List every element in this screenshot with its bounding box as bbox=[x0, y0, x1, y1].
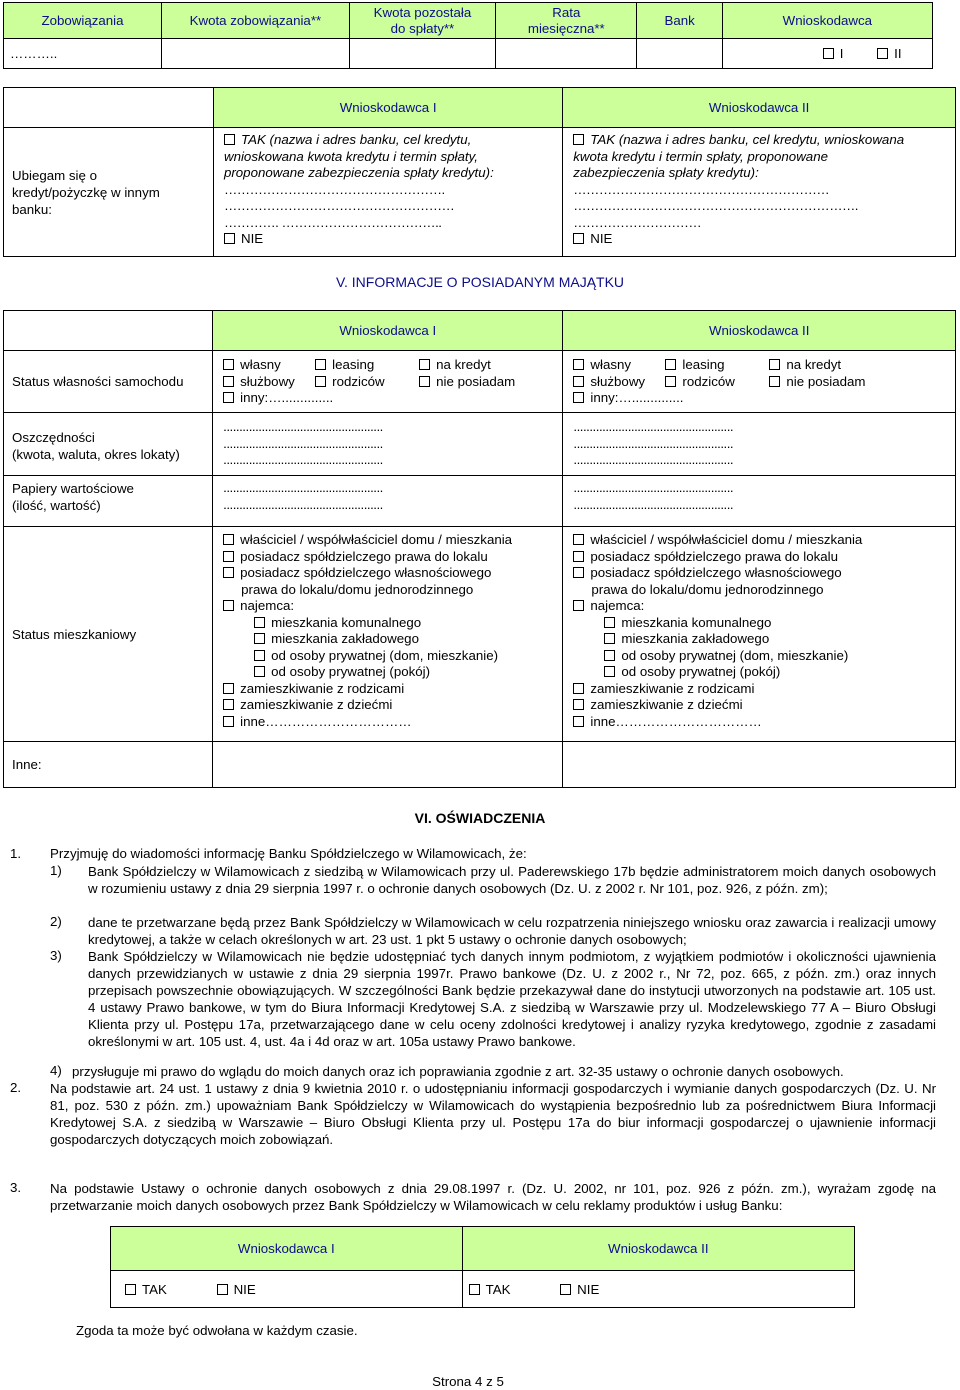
housing-option-checkbox[interactable] bbox=[573, 716, 584, 727]
col-applicant-1 bbox=[213, 88, 562, 128]
car-status-applicant-2 bbox=[563, 351, 956, 413]
housing-option-label: posiadacz spółdzielczego prawa do lokalu bbox=[240, 548, 488, 564]
car-own-checkbox[interactable] bbox=[223, 359, 234, 370]
housing-option-label: prawa do lokalu/domu jednorodzinnego bbox=[241, 581, 474, 597]
answer-dots[interactable]: .................................................. bbox=[223, 419, 383, 434]
tak-label: TAK bbox=[485, 1281, 511, 1297]
p2-number: 2. bbox=[10, 1080, 22, 1095]
savings-label bbox=[4, 413, 213, 476]
p1-item-3-num: 3) bbox=[50, 948, 62, 963]
option-label: leasing bbox=[332, 357, 375, 372]
row-label-text: Inne: bbox=[12, 757, 42, 772]
housing-option bbox=[223, 582, 562, 599]
housing-option bbox=[573, 549, 955, 566]
housing-options bbox=[223, 532, 562, 730]
housing-option-checkbox[interactable] bbox=[223, 716, 234, 727]
header-text: Kwota zobowiązania** bbox=[189, 13, 322, 28]
installment-cell[interactable] bbox=[496, 39, 637, 69]
revocable-note: Zgoda ta może być odwołana w każdym czasie. bbox=[76, 1323, 358, 1338]
tak-checkbox[interactable] bbox=[573, 134, 584, 145]
car-none-checkbox[interactable] bbox=[769, 376, 780, 387]
housing-option bbox=[573, 565, 955, 582]
consent-applicant-1 bbox=[111, 1271, 463, 1308]
housing-option bbox=[223, 549, 562, 566]
nie-checkbox[interactable] bbox=[224, 233, 235, 244]
housing-option-label: posiadacz spółdzielczego własnościowego bbox=[590, 565, 842, 580]
other-bank-table bbox=[3, 87, 956, 257]
col-applicant-2 bbox=[563, 311, 956, 351]
answer-dots[interactable]: .................................................. bbox=[573, 480, 734, 495]
housing-option bbox=[223, 648, 562, 665]
housing-option-checkbox[interactable] bbox=[254, 633, 265, 644]
housing-option-checkbox[interactable] bbox=[573, 551, 584, 562]
tak-label: TAK bbox=[142, 1281, 167, 1297]
header-text: Wnioskodawca I bbox=[339, 323, 437, 338]
housing-option-label: od osoby prywatnej (dom, mieszkanie) bbox=[271, 647, 499, 663]
answer-dots[interactable]: .................................................. bbox=[223, 435, 383, 451]
tak-text: TAK (nazwa i adres banku, cel kredytu, bbox=[240, 132, 472, 147]
housing-option-checkbox[interactable] bbox=[254, 650, 265, 661]
option-label: inny:….............. bbox=[590, 390, 684, 405]
col-header-liabilities bbox=[4, 3, 162, 39]
liabilities-table bbox=[3, 2, 933, 69]
row-label-text: Oszczędności bbox=[12, 430, 95, 445]
remaining-cell[interactable] bbox=[349, 39, 495, 69]
tak-text: proponowane zabezpieczenia spłaty kredytu): bbox=[223, 165, 494, 180]
option-label: leasing bbox=[682, 357, 725, 372]
car-parents-checkbox[interactable] bbox=[665, 376, 676, 387]
other-applicant-2[interactable] bbox=[563, 742, 956, 788]
applicant-i-checkbox[interactable] bbox=[823, 48, 834, 59]
housing-label bbox=[4, 527, 213, 742]
col-header-bank bbox=[637, 3, 722, 39]
row-label-sub: (kwota, waluta, okres lokaty) bbox=[12, 447, 180, 462]
liability-cell[interactable] bbox=[4, 39, 162, 69]
housing-option-label: zamieszkiwanie z dziećmi bbox=[240, 697, 393, 712]
consent-table bbox=[110, 1226, 855, 1308]
answer-dots[interactable]: .................................................. bbox=[223, 496, 383, 512]
header-text: Zobowiązania bbox=[41, 13, 124, 28]
other-bank-applicant-1 bbox=[213, 128, 562, 257]
answer-dots[interactable]: …………………………………………………… bbox=[573, 181, 830, 197]
housing-option-label: posiadacz spółdzielczego prawa do lokalu bbox=[590, 548, 839, 564]
housing-options bbox=[573, 532, 955, 730]
housing-option-label: posiadacz spółdzielczego własnościowego bbox=[240, 565, 492, 580]
tak-text: wnioskowana kwota kredytu i termin spłaty, bbox=[223, 148, 478, 164]
housing-option-checkbox[interactable] bbox=[604, 650, 615, 661]
tak-text: TAK (nazwa i adres banku, cel kredytu, wnioskowana bbox=[590, 132, 905, 147]
housing-option bbox=[223, 664, 562, 681]
car-leasing-checkbox[interactable] bbox=[665, 359, 676, 370]
housing-option bbox=[223, 697, 562, 714]
housing-option-checkbox[interactable] bbox=[604, 666, 615, 677]
car-company-checkbox[interactable] bbox=[573, 376, 584, 387]
header-text: Wnioskodawca II bbox=[608, 1241, 709, 1256]
housing-option bbox=[573, 615, 955, 632]
p3-text: Na podstawie Ustawy o ochronie danych osobowych z dnia 29.08.1997 r. (Dz. U. 2002, nr 101, poz. 926 z późn. zm.), wyrażam zgodę na przetwarzanie moich danych osobowych przez Bank Spółdzielczy w Wilamowicach w celu reklamy produktów i usług Banku: bbox=[50, 1181, 936, 1213]
nie-label: NIE bbox=[240, 231, 264, 246]
nie-label: NIE bbox=[577, 1281, 600, 1297]
housing-option bbox=[223, 532, 562, 549]
housing-option-label: zamieszkiwanie z rodzicami bbox=[590, 680, 755, 696]
housing-option-label: mieszkania komunalnego bbox=[271, 614, 422, 630]
car-credit-checkbox[interactable] bbox=[419, 359, 430, 370]
bank-cell[interactable] bbox=[637, 39, 722, 69]
housing-option-checkbox[interactable] bbox=[604, 633, 615, 644]
p1-item-1-text: Bank Spółdzielczy w Wilamowicach z siedzibą w Wilamowicach przy ul. Paderewskiego 17b będzie administratorem moich danych osobowych w rozumieniu ustawy z dnia 29 sierpnia 1997 r. o ochronie danych osobowych (Dz. U. z 2002 r. Nr 101, poz. 926, z późn. zm); bbox=[88, 864, 936, 896]
col-header-installment bbox=[496, 3, 637, 39]
housing-option-checkbox[interactable] bbox=[573, 534, 584, 545]
housing-option-label: od osoby prywatnej (dom, mieszkanie) bbox=[621, 647, 849, 663]
option-label: nie posiadam bbox=[786, 373, 866, 389]
car-other-checkbox[interactable] bbox=[573, 392, 584, 403]
housing-option bbox=[223, 565, 562, 582]
nie-checkbox[interactable] bbox=[573, 233, 584, 244]
housing-option-label: właściciel / współwłaściciel domu / mieszkania bbox=[240, 532, 513, 547]
empty-corner bbox=[4, 311, 213, 351]
answer-dots[interactable]: .................................................. bbox=[573, 419, 734, 434]
header-text: Wnioskodawca II bbox=[708, 100, 810, 115]
housing-option bbox=[573, 582, 955, 599]
securities-applicant-1[interactable] bbox=[213, 476, 563, 527]
housing-option-label: mieszkania zakładowego bbox=[271, 631, 419, 646]
p2-text: Na podstawie art. 24 ust. 1 ustawy z dnia 9 kwietnia 2010 r. o udostępnianiu informacji gospodarczych i wymianie danych gospodarczych (Dz. U. Nr 81, poz. 530 z późn. zm.) upoważniam Bank Spółdzielczy w Wilamowicach do wystąpienia bezpośrednio lub za pośrednictwem Biura Informacji Kredytowej S.A. z siedzibą w Warszawie – Biuro Obsługi Klienta przy ul. Postępu 17a do biur informacji gospodarczej o ujawnienie informacji gospodarczych dotyczących moich zobowiązań. bbox=[50, 1081, 936, 1147]
consent-tak-checkbox[interactable] bbox=[125, 1284, 136, 1295]
consent-tak-checkbox[interactable] bbox=[469, 1284, 480, 1295]
empty-corner bbox=[4, 88, 214, 128]
consent-applicant-2 bbox=[462, 1271, 854, 1308]
section-vi-title: VI. OŚWIADCZENIA bbox=[414, 810, 546, 826]
header-text: Bank bbox=[664, 13, 695, 28]
housing-option bbox=[573, 697, 955, 714]
applicant-ii-label: II bbox=[894, 46, 902, 61]
col-applicant-2 bbox=[563, 88, 956, 128]
p1-item-1-num: 1) bbox=[50, 863, 62, 878]
car-status-applicant-1 bbox=[213, 351, 563, 413]
p1-item-2-num: 2) bbox=[50, 914, 62, 929]
tak-text: zabezpieczenia spłaty kredytu): bbox=[573, 165, 759, 180]
col-applicant-1 bbox=[213, 311, 563, 351]
answer-dots[interactable]: .................................................. bbox=[573, 435, 734, 451]
housing-option bbox=[573, 598, 955, 615]
option-label: własny bbox=[590, 357, 632, 372]
p1-item-3-text: Bank Spółdzielczy w Wilamowicach nie będzie udostępniać tych danych innym podmiotom, z wyjątkiem podmiotów i okoliczności ujawnienia danych przewidzianych w ustawie z dnia 29 sierpnia 1997r. Prawo bankowe (Dz. U. z 2002 r., Nr 72, poz. 665, z późn. zm.) oraz innych przepisach powszechnie obowiązujących. W szczególności Bank będzie przekazywał dane do instytucji utworzonych na podstawie art. 105 ust. 4 ustawy Prawo bankowe, w tym do Biura Informacji Kredytowej S.A. z siedzibą w Warszawie przy ul. Modzelewskiego 77 A – Biuro Obsługi Klienta przy ul. Postępu 17a, przetwarzającego dane w celu oceny zdolności kredytowej i analizy ryzyka kredytowego, zgodnie z zasadami określonymi w art. 105 ust. 4, ust. 4a i 4d oraz w art. 105a ustawy Prawo bankowe. bbox=[88, 949, 936, 1049]
housing-option-label: od osoby prywatnej (pokój) bbox=[271, 664, 431, 679]
savings-applicant-2[interactable] bbox=[563, 413, 956, 476]
car-none-checkbox[interactable] bbox=[419, 376, 430, 387]
housing-option-label: mieszkania komunalnego bbox=[621, 614, 772, 630]
housing-option-label: inne…………………………… bbox=[240, 713, 412, 729]
other-bank-label bbox=[4, 128, 214, 257]
housing-option-checkbox[interactable] bbox=[223, 534, 234, 545]
row-label-text: Papiery wartościowe bbox=[12, 481, 134, 496]
consent-nie-checkbox[interactable] bbox=[560, 1284, 571, 1295]
applicant-cell bbox=[722, 39, 932, 69]
header-text: Wnioskodawca II bbox=[708, 323, 810, 338]
header-text: Wnioskodawca I bbox=[339, 100, 437, 115]
securities-applicant-2[interactable] bbox=[563, 476, 956, 527]
car-credit-checkbox[interactable] bbox=[769, 359, 780, 370]
section-v-title: V. INFORMACJE O POSIADANYM MAJĄTKU bbox=[335, 274, 625, 290]
p1-item-2-text: dane te przetwarzane będą przez Bank Spółdzielczy w Wilamowicach w celu rozpatrzenia niniejszego wniosku oraz zawarcia i realizacji umowy kredytowej, a także w celach określonych w art. 23 ust. 1 pkt 5 ustawy o ochronie danych osobowych; bbox=[88, 915, 936, 947]
tak-checkbox[interactable] bbox=[224, 134, 235, 145]
answer-dots[interactable]: …………………………………………………………. bbox=[573, 198, 858, 213]
p1-number: 1. bbox=[10, 846, 22, 861]
housing-option-checkbox[interactable] bbox=[223, 567, 234, 578]
option-label: własny bbox=[240, 357, 281, 372]
option-label: rodziców bbox=[682, 373, 735, 389]
housing-option bbox=[223, 598, 562, 615]
answer-dots[interactable]: ……………………………………………. bbox=[223, 181, 445, 197]
col-header-remaining bbox=[349, 3, 495, 39]
housing-option-checkbox[interactable] bbox=[604, 617, 615, 628]
housing-option bbox=[223, 631, 562, 648]
housing-option-checkbox[interactable] bbox=[573, 699, 584, 710]
car-company-checkbox[interactable] bbox=[223, 376, 234, 387]
assets-table bbox=[3, 310, 956, 788]
car-leasing-checkbox[interactable] bbox=[315, 359, 326, 370]
applicant-i-label: I bbox=[839, 46, 844, 61]
other-applicant-1[interactable] bbox=[213, 742, 563, 788]
applicant-ii-checkbox[interactable] bbox=[877, 48, 888, 59]
housing-option-checkbox[interactable] bbox=[573, 567, 584, 578]
option-label: na kredyt bbox=[436, 357, 491, 372]
option-label: inny:….............. bbox=[240, 390, 334, 405]
dots-text: ……….. bbox=[10, 46, 58, 61]
housing-option bbox=[573, 648, 955, 665]
housing-applicant-1 bbox=[213, 527, 563, 742]
housing-option-label: prawa do lokalu/domu jednorodzinnego bbox=[591, 581, 824, 597]
housing-applicant-2 bbox=[563, 527, 956, 742]
housing-option-checkbox[interactable] bbox=[573, 600, 584, 611]
header-text: Rata miesięczna** bbox=[527, 4, 605, 36]
option-label: służbowy bbox=[240, 373, 295, 389]
row-label-text: Status mieszkaniowy bbox=[12, 626, 137, 642]
housing-option-label: właściciel / współwłaściciel domu / mieszkania bbox=[590, 532, 863, 547]
consent-nie-checkbox[interactable] bbox=[217, 1284, 228, 1295]
housing-option-label: zamieszkiwanie z rodzicami bbox=[240, 680, 405, 696]
housing-option-checkbox[interactable] bbox=[254, 617, 265, 628]
housing-option-checkbox[interactable] bbox=[573, 683, 584, 694]
housing-option bbox=[573, 664, 955, 681]
consent-col-applicant-1 bbox=[111, 1227, 463, 1271]
housing-option bbox=[223, 714, 562, 731]
row-label-sub: (ilość, wartość) bbox=[12, 498, 101, 513]
car-parents-checkbox[interactable] bbox=[315, 376, 326, 387]
other-label bbox=[4, 742, 213, 788]
option-label: służbowy bbox=[590, 373, 646, 389]
other-bank-applicant-2 bbox=[563, 128, 956, 257]
housing-option-checkbox[interactable] bbox=[223, 551, 234, 562]
savings-applicant-1[interactable] bbox=[213, 413, 563, 476]
answer-dots[interactable]: .................................................. bbox=[223, 480, 383, 495]
car-other-checkbox[interactable] bbox=[223, 392, 234, 403]
header-text: Wnioskodawca bbox=[782, 13, 873, 28]
p1-intro: Przyjmuję do wiadomości informację Banku Spółdzielczego w Wilamowicach, że: bbox=[50, 846, 527, 861]
col-header-applicant bbox=[722, 3, 932, 39]
answer-dots[interactable]: …………. ……………………………….. bbox=[223, 214, 442, 230]
housing-option bbox=[573, 532, 955, 549]
housing-option-label: inne…………………………… bbox=[590, 713, 762, 729]
car-own-checkbox[interactable] bbox=[573, 359, 584, 370]
housing-option-checkbox[interactable] bbox=[254, 666, 265, 677]
p1-item-4-text: przysługuje mi prawo do wglądu do moich danych oraz ich poprawiania zgodnie z art. 32-35 ustawy o ochronie danych osobowych. bbox=[72, 1064, 844, 1079]
answer-dots[interactable]: ………………………… bbox=[573, 214, 702, 230]
housing-option bbox=[573, 681, 955, 698]
page-footer: Strona 4 z 5 bbox=[432, 1374, 504, 1389]
amount-cell[interactable] bbox=[162, 39, 350, 69]
option-label: na kredyt bbox=[786, 357, 842, 372]
header-text: Wnioskodawca I bbox=[237, 1241, 335, 1256]
securities-label bbox=[4, 476, 213, 527]
housing-option bbox=[573, 631, 955, 648]
nie-label: NIE bbox=[233, 1281, 256, 1297]
housing-option bbox=[223, 615, 562, 632]
car-status-label bbox=[4, 351, 213, 413]
housing-option-label: mieszkania zakładowego bbox=[621, 631, 770, 646]
housing-option-checkbox[interactable] bbox=[223, 600, 234, 611]
nie-label: NIE bbox=[590, 231, 613, 246]
answer-dots[interactable]: ……………………………………………… bbox=[223, 198, 455, 213]
p1-item-4-num: 4) bbox=[50, 1063, 62, 1078]
housing-option-checkbox[interactable] bbox=[223, 699, 234, 710]
col-header-amount bbox=[162, 3, 350, 39]
consent-col-applicant-2 bbox=[462, 1227, 854, 1271]
answer-dots[interactable]: .................................................. bbox=[223, 452, 383, 467]
housing-option-label: zamieszkiwanie z dziećmi bbox=[590, 697, 743, 712]
housing-option-label: od osoby prywatnej (pokój) bbox=[621, 664, 781, 679]
row-label-text: Ubiegam się o kredyt/pożyczkę w innym banku: bbox=[12, 167, 160, 217]
housing-option-label: najemca: bbox=[590, 598, 645, 613]
option-label: rodziców bbox=[332, 373, 385, 389]
housing-option-checkbox[interactable] bbox=[223, 683, 234, 694]
p3-number: 3. bbox=[10, 1180, 22, 1195]
header-text: Kwota pozostała do spłaty** bbox=[373, 4, 472, 36]
housing-option bbox=[223, 681, 562, 698]
answer-dots[interactable]: .................................................. bbox=[573, 452, 734, 467]
tak-text: kwota kredytu i termin spłaty, proponowane bbox=[573, 148, 828, 164]
row-label-text: Status własności samochodu bbox=[12, 374, 184, 389]
answer-dots[interactable]: .................................................. bbox=[573, 496, 734, 512]
option-label: nie posiadam bbox=[436, 373, 516, 389]
housing-option bbox=[573, 714, 955, 731]
housing-option-label: najemca: bbox=[240, 598, 295, 613]
